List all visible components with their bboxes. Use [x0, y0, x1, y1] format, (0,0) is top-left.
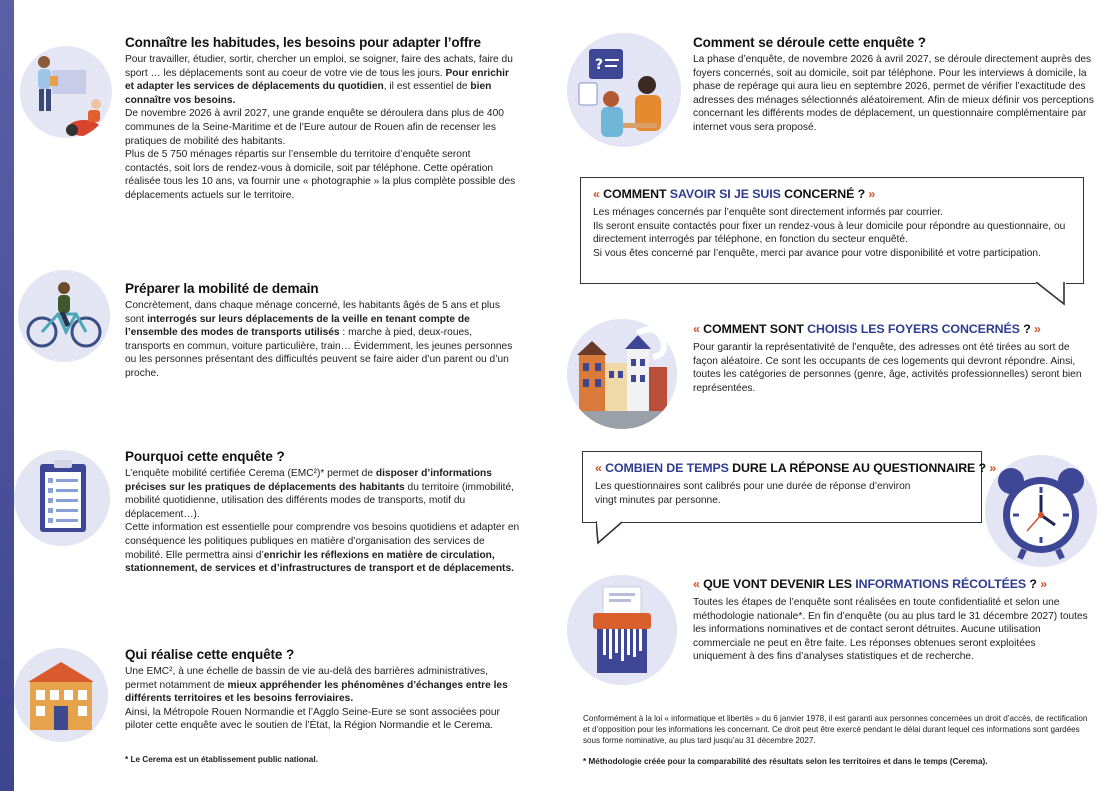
section-habits: [125, 35, 517, 203]
bubble-concerned-title: « COMMENT SAVOIR SI JE SUIS CONCERNÉ ? »: [593, 187, 876, 201]
bubble-concerned-l2: Ils seront ensuite contactés pour fixer un rendez-vous à leur domicile pour répondre au questionnaire, ou directement interrogés par téléphone, en fonction du secteur enquêté.: [593, 220, 1066, 246]
section-data-title: « QUE VONT DEVENIR LES INFORMATIONS RÉCOLTÉES ? »: [693, 577, 1048, 591]
section-who-title: Qui réalise cette enquête ?: [125, 647, 295, 662]
section-who-p2: Ainsi, la Métropole Rouen Normandie et l’Agglo Seine-Eure se sont associées pour piloter cette enquête avec le soutien de l’État, la Région Normandie et le Cerema.: [125, 706, 500, 732]
bubble-duration: [582, 451, 997, 523]
section-prepare-title: Préparer la mobilité de demain: [125, 281, 319, 296]
town-hall-icon: [14, 648, 108, 742]
houses-icon: [567, 319, 677, 429]
clipboard-icon: [14, 450, 110, 546]
section-choice: [693, 322, 1093, 395]
commuters-icon: [16, 44, 112, 140]
section-who: [125, 647, 521, 733]
section-choice-p: Pour garantir la représentativité de l’enquête, des adresses ont été tirées au sort de façon aléatoire. Ce sont les occupants de ces logements qui devront répondre. Ainsi, toutes les catégories de personnes (genre, âge, activités professionnelles) seront bien représentées.: [693, 342, 1082, 394]
section-why: [125, 449, 523, 576]
section-process: [693, 35, 1095, 135]
alarm-clock-icon: [985, 455, 1097, 567]
section-why-title: Pourquoi cette enquête ?: [125, 449, 285, 464]
shredder-icon: [567, 575, 677, 685]
legal-notice: Conformément à la loi « informatique et libertés » du 6 janvier 1978, il est garanti aux personnes concernées un droit d’accès, de rectification et d’opposition pour les informations les concernant. Ce droit peut être exercé pendant le délai durant lequel ces informations sont gardées sous forme nominative, au plus tard jusqu’au 31 décembre 2027.: [583, 714, 1088, 745]
left-footnote: * Le Cerema est un établissement public national.: [125, 755, 318, 764]
bubble-duration-p: Les questionnaires sont calibrés pour une durée de réponse d’environ vingt minutes par personne.: [595, 481, 911, 506]
cyclist-icon: [18, 270, 110, 362]
bubble-concerned-l3: Si vous êtes concerné par l’enquête, merci par avance pour votre disponibilité et votre participation.: [593, 247, 1041, 259]
section-prepare-p1: Concrètement, dans chaque ménage concerné, les habitants âgés de 5 ans et plus sont interrogés sur leurs déplacements de la veille en tenant compte de l’ensemble des modes de transports utilisés : marche à pied, deux-roues, transports en commun, voiture particulière, train… Évidemment, les jeunes personnes ou les personnes présentant des difficultés peuvent se faire aider d’un parent ou d’un proche.: [125, 300, 513, 379]
section-habits-p1: Pour travailler, étudier, sortir, chercher un emploi, se soigner, faire des achats, faire du sport … les déplacements sont au coeur de votre vie de tous les jours. Pour enrichir et adapter les services de déplacements du quotidien, il est essentiel de bien connaître vos besoins.: [125, 54, 513, 106]
section-why-p2: Cette information est essentielle pour comprendre vos besoins quotidiens et adapter en conséquence les politiques publiques en matière d’organisation des services de mobilité. Elle permettra ainsi d’enrichir les réflexions en matière de circulation, stationnement, de services et d’infrastructures de transport et de déplacements.: [125, 522, 520, 575]
section-who-p1: Une EMC², à une échelle de bassin de vie au-delà des barrières administratives, permet notamment de mieux appréhender les phénomènes d’échanges entre les différents territoires et les besoins ferroviaires.: [125, 666, 508, 705]
bubble-duration-tail: [596, 521, 626, 545]
right-footnote: * Méthodologie créée pour la comparabilité des résultats selon les territoires et dans le temps (Cerema).: [583, 757, 988, 766]
section-data-p: Toutes les étapes de l’enquête sont réalisées en toute confidentialité et selon une méthodologie nationale*. En fin d’enquête (ou au plus tard le 31 décembre 2027) toutes les informations nominatives et de contact seront détruites. Aucune utilisation commerciale ne peut en être faite. Les réponses obtenues seront exploitées uniquement à des fins d’analyses statistiques et de recherche.: [693, 597, 1088, 663]
section-choice-title: « COMMENT SONT CHOISIS LES FOYERS CONCERNÉS ? »: [693, 322, 1041, 336]
bubble-concerned-tail: [1034, 282, 1068, 306]
section-habits-p2: De novembre 2026 à avril 2027, une grande enquête se déroulera dans plus de 400 communes de la Seine-Maritime et de l’Eure autour de Rouen afin de recenser les pratiques de mobilité des habitants.: [125, 108, 504, 147]
section-data: [693, 577, 1091, 664]
section-habits-p3: Plus de 5 750 ménages répartis sur l’ensemble du territoire d’enquête seront contactés, soit lors de rendez-vous à domicile, soit par téléphone. Cette opération réalisée tous les 10 ans, va fournir une « photographie » la plus complète possible des déplacements actuels sur le territoire.: [125, 149, 516, 201]
svg-text:?: ?: [595, 57, 604, 73]
section-process-p: La phase d’enquête, de novembre 2026 à avril 2027, se déroule directement auprès des foyers concernés, soit au domicile, soit par téléphone. Pour les interviews à domicile, la phase de repérage qui aura lieu en septembre 2026, permet de vérifier l’exactitude des adresses des ménages sélectionnés aléatoirement. Afin de mieux définir vos perceptions concernant les différents modes de déplacement, un questionnaire complémentaire par internet vous sera proposé.: [693, 54, 1094, 133]
bubble-concerned: [580, 177, 1084, 284]
bubble-concerned-l1: Les ménages concernés par l’enquête sont directement informés par courrier.: [593, 207, 943, 218]
section-prepare: [125, 281, 513, 381]
section-habits-title: Connaître les habitudes, les besoins pour adapter l’offre: [125, 35, 481, 50]
bubble-duration-title: « COMBIEN DE TEMPS DURE LA RÉPONSE AU QUESTIONNAIRE ? »: [595, 461, 997, 475]
left-color-band: [0, 0, 14, 791]
section-why-p1: L’enquête mobilité certifiée Cerema (EMC²)* permet de disposer d’informations précises sur les pratiques de déplacements des habitants du territoire (immobilité, mobilité quotidienne, utilisation des différents modes de transports, motif du déplacement…).: [125, 468, 514, 520]
interview-icon: [567, 33, 681, 147]
section-process-title: Comment se déroule cette enquête ?: [693, 35, 926, 50]
